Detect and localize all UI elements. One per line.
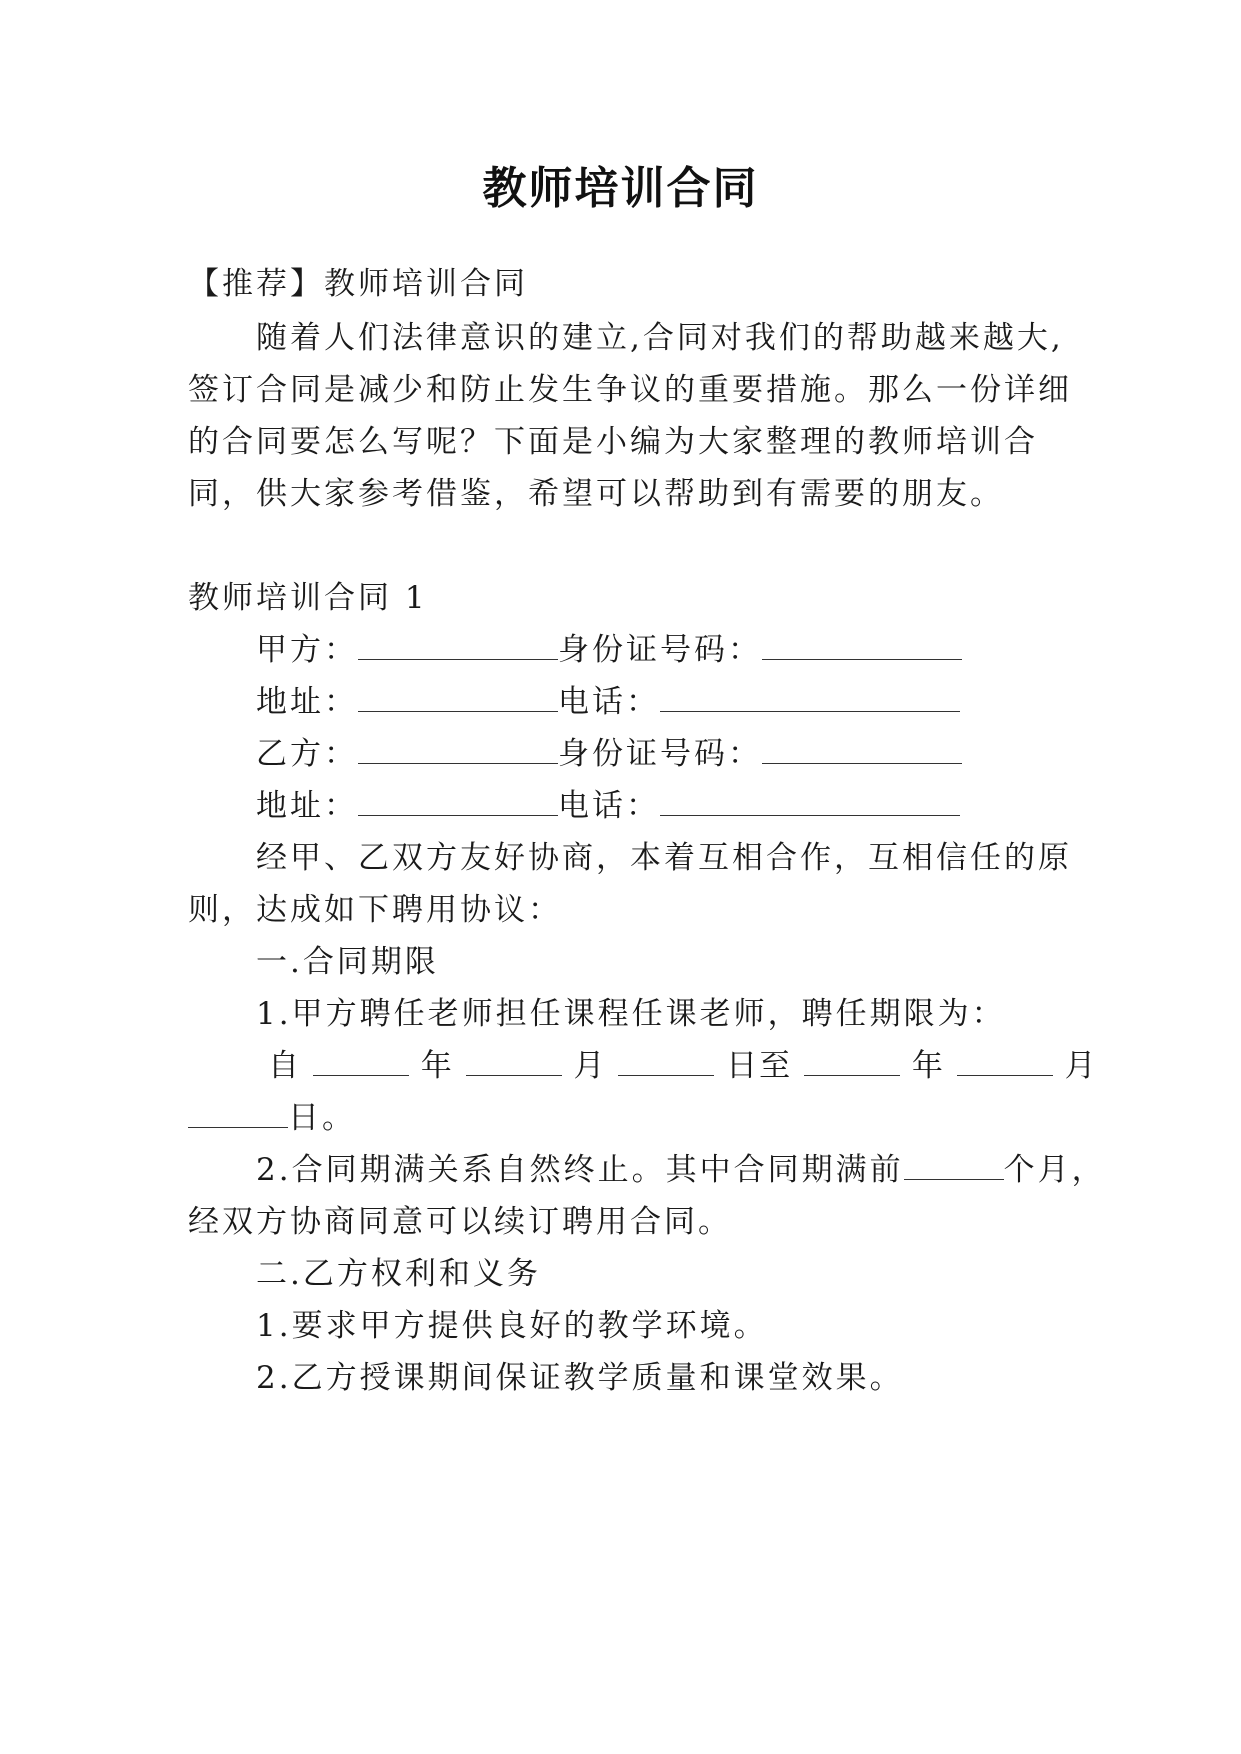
year-label: 年 <box>420 1048 454 1084</box>
year-label: 年 <box>911 1048 945 1084</box>
term-date-row-end <box>188 1098 1068 1138</box>
party-a-id-label: 身份证号码： <box>558 632 762 668</box>
party-a-row <box>256 630 1068 670</box>
party-a-name-blank[interactable] <box>358 631 558 660</box>
intro-line: 同，供大家参考借鉴，希望可以帮助到有需要的朋友。 <box>188 476 1004 512</box>
item-2-text-end: 个月， <box>1003 1152 1106 1188</box>
clause-1-item-2-cont: 经双方协商同意可以续订聘用合同。 <box>188 1204 732 1240</box>
party-a-id-blank[interactable] <box>762 631 962 660</box>
page-title: 教师培训合同 <box>482 163 759 214</box>
party-b-phone-label: 电话： <box>558 788 660 824</box>
party-b-phone-blank[interactable] <box>660 787 960 816</box>
end-day-blank[interactable] <box>188 1099 288 1128</box>
intro-line: 随着人们法律意识的建立,合同对我们的帮助越来越大, <box>256 320 1064 356</box>
agreement-line: 经甲、乙双方友好协商，本着互相合作，互相信任的原 <box>256 840 1072 876</box>
party-a-address-row <box>256 682 1068 722</box>
start-year-blank[interactable] <box>313 1047 409 1076</box>
intro-line: 的合同要怎么写呢？下面是小编为大家整理的教师培训合 <box>188 424 1038 460</box>
section-heading: 教师培训合同 1 <box>188 580 428 616</box>
clause-2-heading: 二.乙方权利和义务 <box>256 1256 541 1292</box>
term-date-row <box>268 1046 1098 1086</box>
party-a-phone-blank[interactable] <box>660 683 960 712</box>
party-b-row <box>256 734 1068 774</box>
party-b-address-label: 地址： <box>256 788 358 824</box>
party-a-address-blank[interactable] <box>358 683 558 712</box>
clause-1-heading: 一.合同期限 <box>256 944 439 980</box>
party-b-label: 乙方： <box>256 736 358 772</box>
clause-2-item-2: 2.乙方授课期间保证教学质量和课堂效果。 <box>256 1360 904 1396</box>
clause-1-item-1: 1.甲方聘任老师担任课程任课老师，聘任期限为： <box>256 996 1006 1032</box>
party-a-address-label: 地址： <box>256 684 358 720</box>
month-label: 月 <box>1064 1048 1098 1084</box>
clause-2-item-1: 1.要求甲方提供良好的教学环境。 <box>256 1308 768 1344</box>
end-month-blank[interactable] <box>957 1047 1053 1076</box>
party-b-id-blank[interactable] <box>762 735 962 764</box>
month-label: 月 <box>573 1048 607 1084</box>
date-from-label: 自 <box>268 1048 301 1084</box>
recommend-heading: 【推荐】教师培训合同 <box>188 266 528 302</box>
day-end-label: 日。 <box>288 1100 356 1136</box>
item-2-text: 2.合同期满关系自然终止。其中合同期满前 <box>256 1152 904 1188</box>
party-b-address-blank[interactable] <box>358 787 558 816</box>
party-a-label: 甲方： <box>256 632 358 668</box>
intro-line: 签订合同是减少和防止发生争议的重要措施。那么一份详细 <box>188 372 1072 408</box>
day-to-label: 日至 <box>726 1048 793 1084</box>
party-b-address-row <box>256 786 1068 826</box>
agreement-line: 则，达成如下聘用协议： <box>188 892 562 928</box>
party-b-id-label: 身份证号码： <box>558 736 762 772</box>
months-blank[interactable] <box>904 1151 1004 1180</box>
clause-1-item-2 <box>256 1150 1106 1190</box>
party-b-name-blank[interactable] <box>358 735 558 764</box>
party-a-phone-label: 电话： <box>558 684 660 720</box>
end-year-blank[interactable] <box>804 1047 900 1076</box>
start-day-blank[interactable] <box>618 1047 714 1076</box>
start-month-blank[interactable] <box>466 1047 562 1076</box>
